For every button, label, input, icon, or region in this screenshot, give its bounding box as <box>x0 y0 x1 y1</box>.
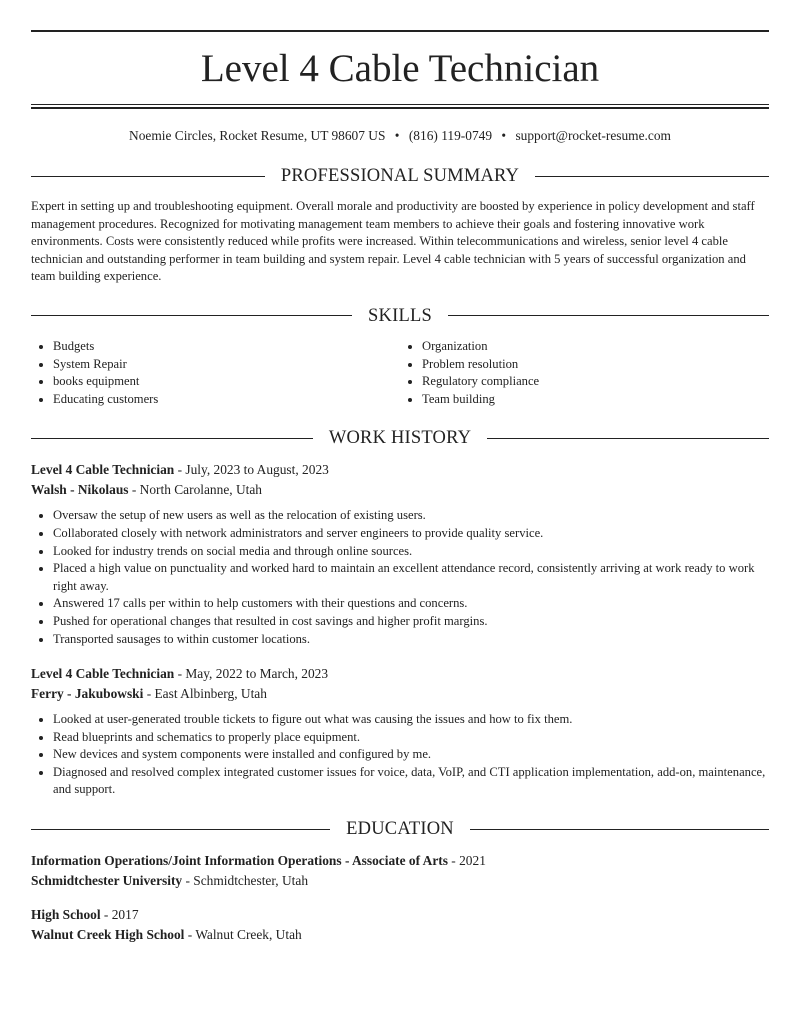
education-degree: High School <box>31 907 101 923</box>
job-bullet: • Oversaw the setup of new users as well as the relocation of existing users. <box>53 507 769 525</box>
contact-email: support@rocket-resume.com <box>515 128 671 143</box>
job-entry <box>31 664 769 799</box>
contact-address: Noemie Circles, Rocket Resume, UT 98607 US <box>129 128 386 143</box>
education-school-line <box>31 925 769 945</box>
header-double-rule <box>31 104 769 109</box>
education-entry <box>31 851 769 890</box>
resume-name: Level 4 Cable Technician <box>200 47 600 90</box>
work-section-heading <box>31 426 769 450</box>
job-bullet: • Looked for industry trends on social media and through online sources. <box>53 543 769 561</box>
skill-item: • System Repair <box>53 356 400 374</box>
job-entry <box>31 460 769 648</box>
work-title: WORK HISTORY <box>328 428 472 449</box>
job-company: Walsh - Nikolaus <box>31 481 129 497</box>
heading-rule-right <box>448 315 769 316</box>
education-degree-line <box>31 905 769 925</box>
skill-item: • Problem resolution <box>422 356 769 374</box>
education-year: - 2021 <box>447 853 486 869</box>
education-entry <box>31 905 769 944</box>
job-company-line <box>31 480 769 500</box>
education-location: - Walnut Creek, Utah <box>184 926 302 942</box>
job-location: - North Carolanne, Utah <box>128 481 262 497</box>
contact-separator: • <box>501 128 507 143</box>
heading-rule-left <box>31 176 265 177</box>
job-bullets <box>31 507 769 648</box>
summary-text: Expert in setting up and troubleshooting equipment. Overall morale and productivity are boosted by experience in policy development and staff management procedures. Recognized for motivating management team members to achieve their goals and fostering innovative work environments. Costs were consistently reduced while profits were increased. Within telecommunications and wireless, senior level 4 cable technician and outstanding performer in team building and system repair. Level 4 cable technician with 5 years of successful organization and team building experience. <box>31 199 755 284</box>
skill-item: • Educating customers <box>53 391 400 409</box>
job-role: Level 4 Cable Technician <box>31 666 175 682</box>
education-title: EDUCATION <box>346 819 454 840</box>
job-bullets <box>31 711 769 799</box>
education-location: - Schmidtchester, Utah <box>182 872 309 888</box>
job-dates: - July, 2023 to August, 2023 <box>174 462 329 478</box>
skill-item: • Budgets <box>53 338 400 356</box>
education-year: - 2017 <box>100 907 139 923</box>
job-bullet: • Looked at user-generated trouble tickets to figure out what was causing the issues and how to fix them. <box>53 711 769 729</box>
job-company: Ferry - Jakubowski <box>31 685 144 701</box>
summary-section-heading <box>31 164 769 188</box>
education-section-heading <box>31 817 769 841</box>
job-title-line <box>31 664 769 684</box>
job-bullet: • Diagnosed and resolved complex integrated customer issues for voice, data, VoIP, and CTI application implementation, add-on, maintenance, and support. <box>53 764 769 799</box>
heading-rule-right <box>470 829 769 830</box>
job-bullet: • Transported sausages to within customer locations. <box>53 631 769 649</box>
job-location: - East Albinberg, Utah <box>143 685 267 701</box>
education-school-line <box>31 871 769 891</box>
job-bullet: • New devices and system components were installed and configured by me. <box>53 746 769 764</box>
contact-separator: • <box>394 128 400 143</box>
skills-column-left <box>31 338 400 408</box>
job-title-line <box>31 460 769 480</box>
education-school: Schmidtchester University <box>31 872 183 888</box>
education-degree: Information Operations/Joint Information Operations - Associate of Arts <box>31 853 448 869</box>
resume-page <box>31 0 769 944</box>
heading-rule-left <box>31 829 330 830</box>
contact-line <box>31 126 769 146</box>
heading-rule-right <box>487 438 769 439</box>
job-bullet: • Collaborated closely with network administrators and server engineers to provide quality service. <box>53 525 769 543</box>
job-bullet: • Pushed for operational changes that resulted in cost savings and higher profit margins. <box>53 613 769 631</box>
heading-rule-left <box>31 315 352 316</box>
skills-title: SKILLS <box>368 305 432 326</box>
job-bullet: • Placed a high value on punctuality and worked hard to maintain an excellent attendance record, consistently arriving at work ready to work right away. <box>53 560 769 595</box>
skills-column-right <box>400 338 769 408</box>
contact-phone: (816) 119-0749 <box>408 128 493 143</box>
job-bullet: • Read blueprints and schematics to properly place equipment. <box>53 729 769 747</box>
heading-rule-right <box>535 176 769 177</box>
job-dates: - May, 2022 to March, 2023 <box>174 666 329 682</box>
summary-title: PROFESSIONAL SUMMARY <box>280 166 520 186</box>
skill-item: • Organization <box>422 338 769 356</box>
skills-list <box>31 338 769 408</box>
education-degree-line <box>31 851 769 871</box>
skill-item: • Regulatory compliance <box>422 373 769 391</box>
heading-rule-left <box>31 438 313 439</box>
education-school: Walnut Creek High School <box>31 926 185 942</box>
job-company-line <box>31 684 769 704</box>
job-role: Level 4 Cable Technician <box>31 462 175 478</box>
job-bullet: • Answered 17 calls per within to help customers with their questions and concerns. <box>53 595 769 613</box>
skills-section-heading <box>31 304 769 328</box>
top-rule <box>31 30 769 32</box>
skill-item: • books equipment <box>53 373 400 391</box>
skill-item: • Team building <box>422 391 769 409</box>
